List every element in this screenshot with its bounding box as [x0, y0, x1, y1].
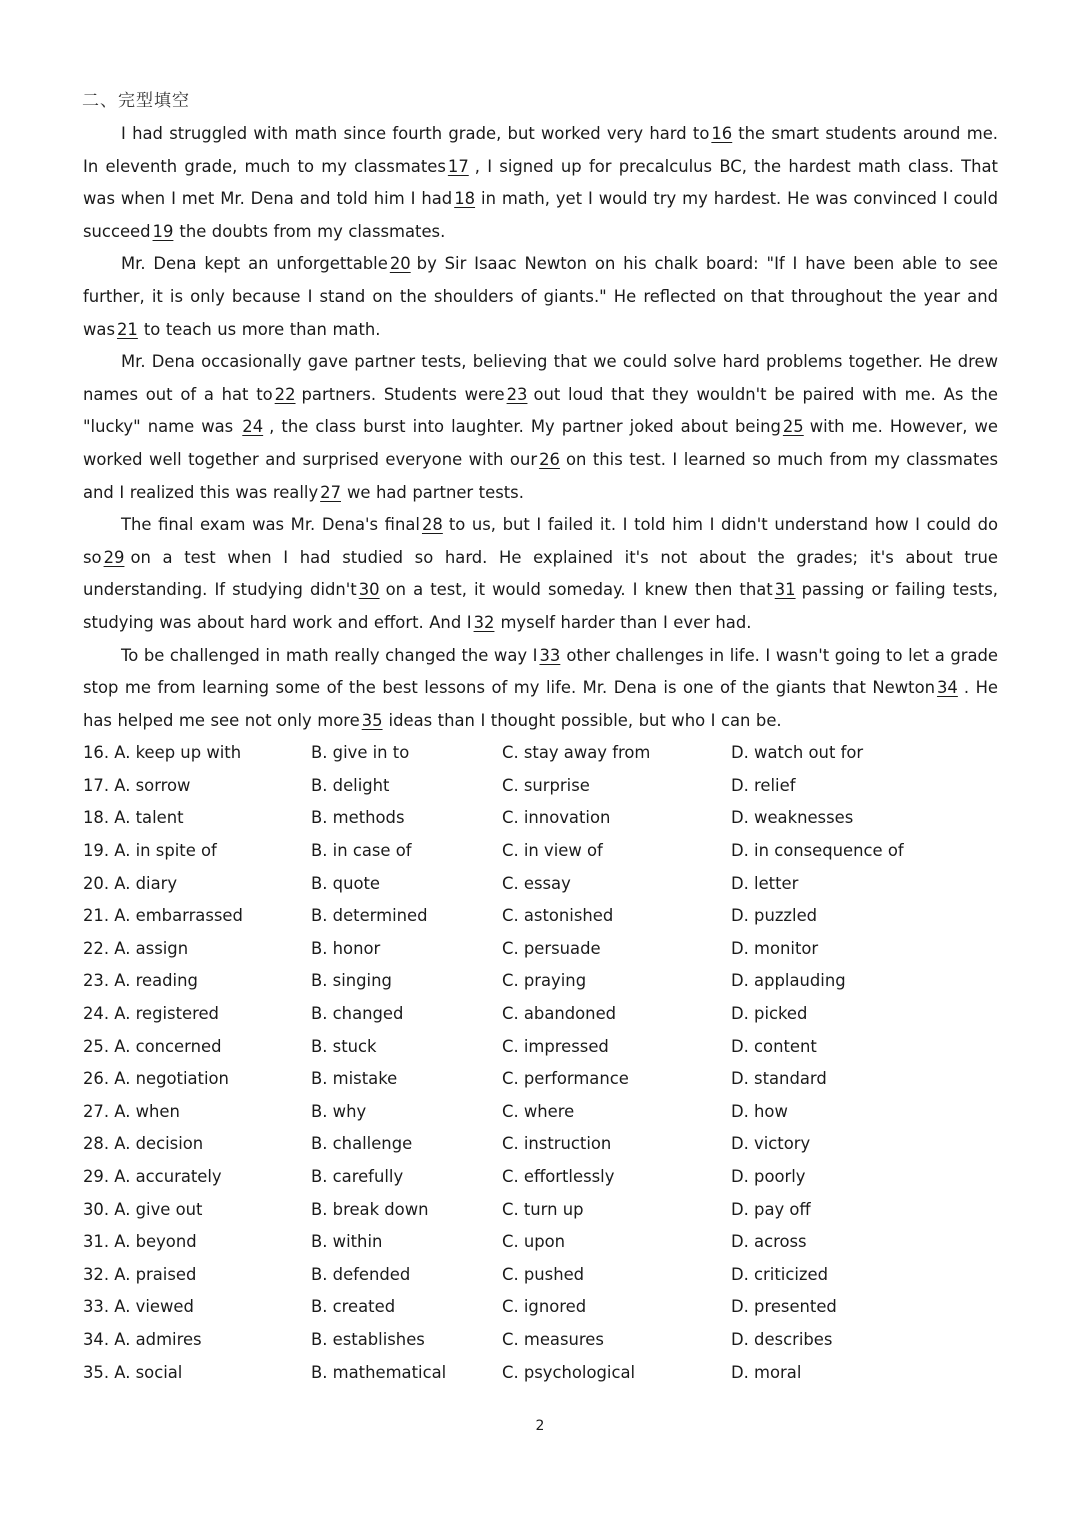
option-b: B. created — [311, 1297, 396, 1317]
option-c: C. in view of — [502, 841, 603, 861]
option-row — [83, 868, 998, 901]
option-b: B. mistake — [311, 1069, 398, 1089]
option-row — [83, 1357, 998, 1390]
passage-text: other challenges in life. I wasn't going to let a grade stop me from learning some of the best lessons of my life. Mr. Dena is one of the giants that Newton — [83, 645, 999, 698]
option-row — [83, 770, 998, 803]
passage-paragraph — [83, 248, 998, 346]
passage-text: The final exam was Mr. Dena's final — [121, 515, 420, 535]
option-d: D. relief — [731, 775, 796, 795]
option-a: 30. A. give out — [83, 1199, 203, 1219]
option-b: B. changed — [311, 1004, 404, 1024]
option-d: D. across — [731, 1232, 807, 1252]
blank-number: 31 — [774, 580, 796, 600]
option-row — [83, 737, 998, 770]
option-a: 28. A. decision — [83, 1134, 204, 1154]
option-b: B. mathematical — [311, 1362, 447, 1382]
option-b: B. honor — [311, 938, 381, 958]
passage-text: partners. Students were — [301, 384, 505, 404]
option-c: C. instruction — [502, 1134, 612, 1154]
option-d: D. how — [731, 1101, 788, 1121]
option-d: D. criticized — [731, 1264, 828, 1284]
option-d: D. moral — [731, 1362, 802, 1382]
option-a: 32. A. praised — [83, 1264, 197, 1284]
option-d: D. victory — [731, 1134, 811, 1154]
blank-number: 35 — [361, 710, 383, 730]
option-a: 27. A. when — [83, 1101, 180, 1121]
passage-text: to us, but I failed it. I told him I didn't understand how I could do so — [83, 515, 998, 567]
option-a: 22. A. assign — [83, 938, 189, 958]
option-d: D. poorly — [731, 1167, 806, 1186]
option-row — [83, 1226, 998, 1259]
passage-text: on this test. I learned so much from my classmates and I realized this was really — [83, 449, 998, 502]
option-b: B. within — [311, 1232, 383, 1252]
option-c: C. ignored — [502, 1297, 587, 1317]
option-c: C. psychological — [502, 1362, 636, 1382]
option-row — [83, 835, 998, 868]
blank-number: 28 — [421, 515, 443, 535]
option-b: B. determined — [311, 906, 428, 926]
option-a: 17. A. sorrow — [83, 775, 191, 795]
option-c: C. measures — [502, 1329, 604, 1349]
option-c: C. praying — [502, 971, 587, 991]
passage-text: passing or failing tests, studying was about hard work and effort. And I — [83, 580, 998, 632]
passage-text: I had struggled with math since fourth grade, but worked very hard to — [121, 124, 710, 143]
option-c: C. impressed — [502, 1036, 609, 1056]
option-a: 19. A. in spite of — [83, 841, 217, 861]
option-row — [83, 900, 998, 933]
option-b: B. give in to — [311, 743, 410, 763]
option-b: B. defended — [311, 1264, 411, 1284]
option-c: C. innovation — [502, 808, 611, 828]
option-c: C. stay away from — [502, 743, 651, 763]
option-a: 16. A. keep up with — [83, 743, 242, 763]
passage-text: . He has helped me see not only more — [83, 678, 998, 730]
passage-paragraph — [83, 118, 998, 248]
option-d: D. watch out for — [731, 743, 864, 763]
option-b: B. why — [311, 1101, 367, 1121]
blank-number: 32 — [473, 612, 495, 632]
blank-number: 30 — [358, 580, 380, 600]
option-a: 24. A. registered — [83, 1004, 219, 1024]
option-c: C. where — [502, 1101, 575, 1121]
option-c: C. pushed — [502, 1264, 585, 1284]
option-b: B. stuck — [311, 1036, 377, 1056]
option-row — [83, 1031, 998, 1064]
option-b: B. in case of — [311, 841, 412, 861]
option-b: B. methods — [311, 808, 405, 828]
blank-number: 16 — [711, 124, 733, 143]
option-b: B. delight — [311, 775, 390, 795]
passage-text: out loud that they wouldn't be paired with me. As the "lucky" name was — [83, 384, 998, 437]
option-c: C. surprise — [502, 775, 590, 795]
blank-number: 20 — [389, 254, 411, 274]
option-row — [83, 1128, 998, 1161]
blank-number: 21 — [117, 319, 138, 339]
option-a: 18. A. talent — [83, 808, 184, 828]
option-c: C. abandoned — [502, 1004, 617, 1024]
page-number: 2 — [535, 1418, 545, 1434]
option-row — [83, 1096, 998, 1129]
option-c: C. turn up — [502, 1199, 584, 1219]
blank-number: 27 — [320, 482, 341, 502]
option-c: C. astonished — [502, 906, 614, 926]
blank-number: 17 — [447, 156, 469, 176]
passage-text: Mr. Dena kept an unforgettable — [121, 254, 388, 274]
option-a: 33. A. viewed — [83, 1297, 194, 1317]
option-d: D. pay off — [731, 1199, 811, 1219]
option-a: 31. A. beyond — [83, 1232, 197, 1252]
option-row — [83, 1324, 998, 1357]
option-c: C. persuade — [502, 938, 601, 958]
option-c: C. effortlessly — [502, 1167, 615, 1186]
option-row — [83, 998, 998, 1031]
option-d: D. in consequence of — [731, 841, 904, 861]
passage-text: the doubts from my classmates. — [179, 221, 446, 241]
blank-number: 34 — [937, 678, 958, 698]
option-b: B. singing — [311, 971, 392, 991]
option-c: C. essay — [502, 873, 571, 893]
section-title: 二、完型填空 — [82, 91, 190, 111]
option-d: D. weaknesses — [731, 808, 854, 828]
option-d: D. letter — [731, 873, 799, 893]
passage-text: to teach us more than math. — [143, 319, 381, 339]
document-page — [83, 88, 998, 1389]
answer-options — [83, 737, 998, 1389]
option-a: 20. A. diary — [83, 873, 178, 893]
passage-text: on a test, it would someday. I knew then that — [385, 580, 773, 600]
option-d: D. applauding — [731, 971, 846, 991]
option-a: 26. A. negotiation — [83, 1069, 229, 1089]
blank-number: 33 — [539, 645, 561, 665]
option-a: 25. A. concerned — [83, 1036, 222, 1056]
option-row — [83, 802, 998, 835]
option-a: 34. A. admires — [83, 1329, 202, 1349]
option-a: 21. A. embarrassed — [83, 906, 243, 926]
passage-text: we had partner tests. — [347, 482, 524, 502]
passage-text: , the class burst into laughter. My partner joked about being — [269, 417, 781, 437]
option-b: B. challenge — [311, 1134, 413, 1154]
option-a: 35. A. social — [83, 1362, 183, 1382]
option-row — [83, 965, 998, 998]
option-row — [83, 1291, 998, 1324]
passage-paragraph — [83, 640, 998, 738]
passage-text: myself harder than I ever had. — [500, 612, 752, 632]
passage-text: To be challenged in math really changed the way I — [121, 645, 538, 665]
blank-number: 26 — [539, 449, 560, 469]
blank-number: 23 — [506, 384, 528, 404]
option-d: D. content — [731, 1036, 817, 1056]
option-d: D. puzzled — [731, 906, 818, 926]
passage-text: , I signed up for precalculus BC, the hardest math class. That was when I met Mr. Dena and told him I had — [83, 156, 998, 209]
passage-text: in math, yet I would try my hardest. He was convinced I could succeed — [83, 189, 998, 241]
option-d: D. picked — [731, 1004, 808, 1024]
blank-number: 25 — [782, 417, 804, 437]
cloze-passage — [83, 118, 998, 737]
option-b: B. carefully — [311, 1167, 404, 1186]
passage-text: by Sir Isaac Newton on his chalk board: "If I have been able to see further, it is only because I stand on the shoulders of giants." He reflected on that throughout the year and was — [83, 254, 998, 339]
option-d: D. describes — [731, 1329, 833, 1349]
option-c: C. upon — [502, 1232, 566, 1252]
option-c: C. performance — [502, 1069, 629, 1089]
passage-text: on a test when I had studied so hard. He explained it's not about the grades; it's about true understanding. If studying didn't — [83, 547, 998, 600]
passage-paragraph — [83, 346, 998, 509]
blank-number: 22 — [274, 384, 296, 404]
blank-number: 19 — [152, 221, 174, 241]
option-b: B. quote — [311, 873, 380, 893]
option-d: D. monitor — [731, 938, 819, 958]
passage-text: the smart students around me. In eleventh grade, much to my classmates — [83, 124, 998, 176]
option-a: 29. A. accurately — [83, 1167, 222, 1186]
blank-number: 18 — [454, 189, 476, 209]
passage-paragraph — [83, 509, 998, 639]
option-row — [83, 1194, 998, 1227]
option-b: B. break down — [311, 1199, 429, 1219]
option-row — [83, 1063, 998, 1096]
option-d: D. presented — [731, 1297, 837, 1317]
passage-text: Mr. Dena occasionally gave partner tests, believing that we could solve hard problems together. He drew names out of a hat to — [83, 352, 998, 404]
option-a: 23. A. reading — [83, 971, 198, 991]
option-row — [83, 1259, 998, 1292]
blank-number: 24 — [242, 417, 264, 437]
option-d: D. standard — [731, 1069, 827, 1089]
option-b: B. establishes — [311, 1329, 425, 1349]
passage-text: with me. However, we worked well together and surprised everyone with our — [83, 417, 998, 469]
option-row — [83, 1161, 998, 1194]
passage-text: ideas than I thought possible, but who I can be. — [388, 710, 782, 730]
option-row — [83, 933, 998, 966]
blank-number: 29 — [103, 547, 125, 567]
